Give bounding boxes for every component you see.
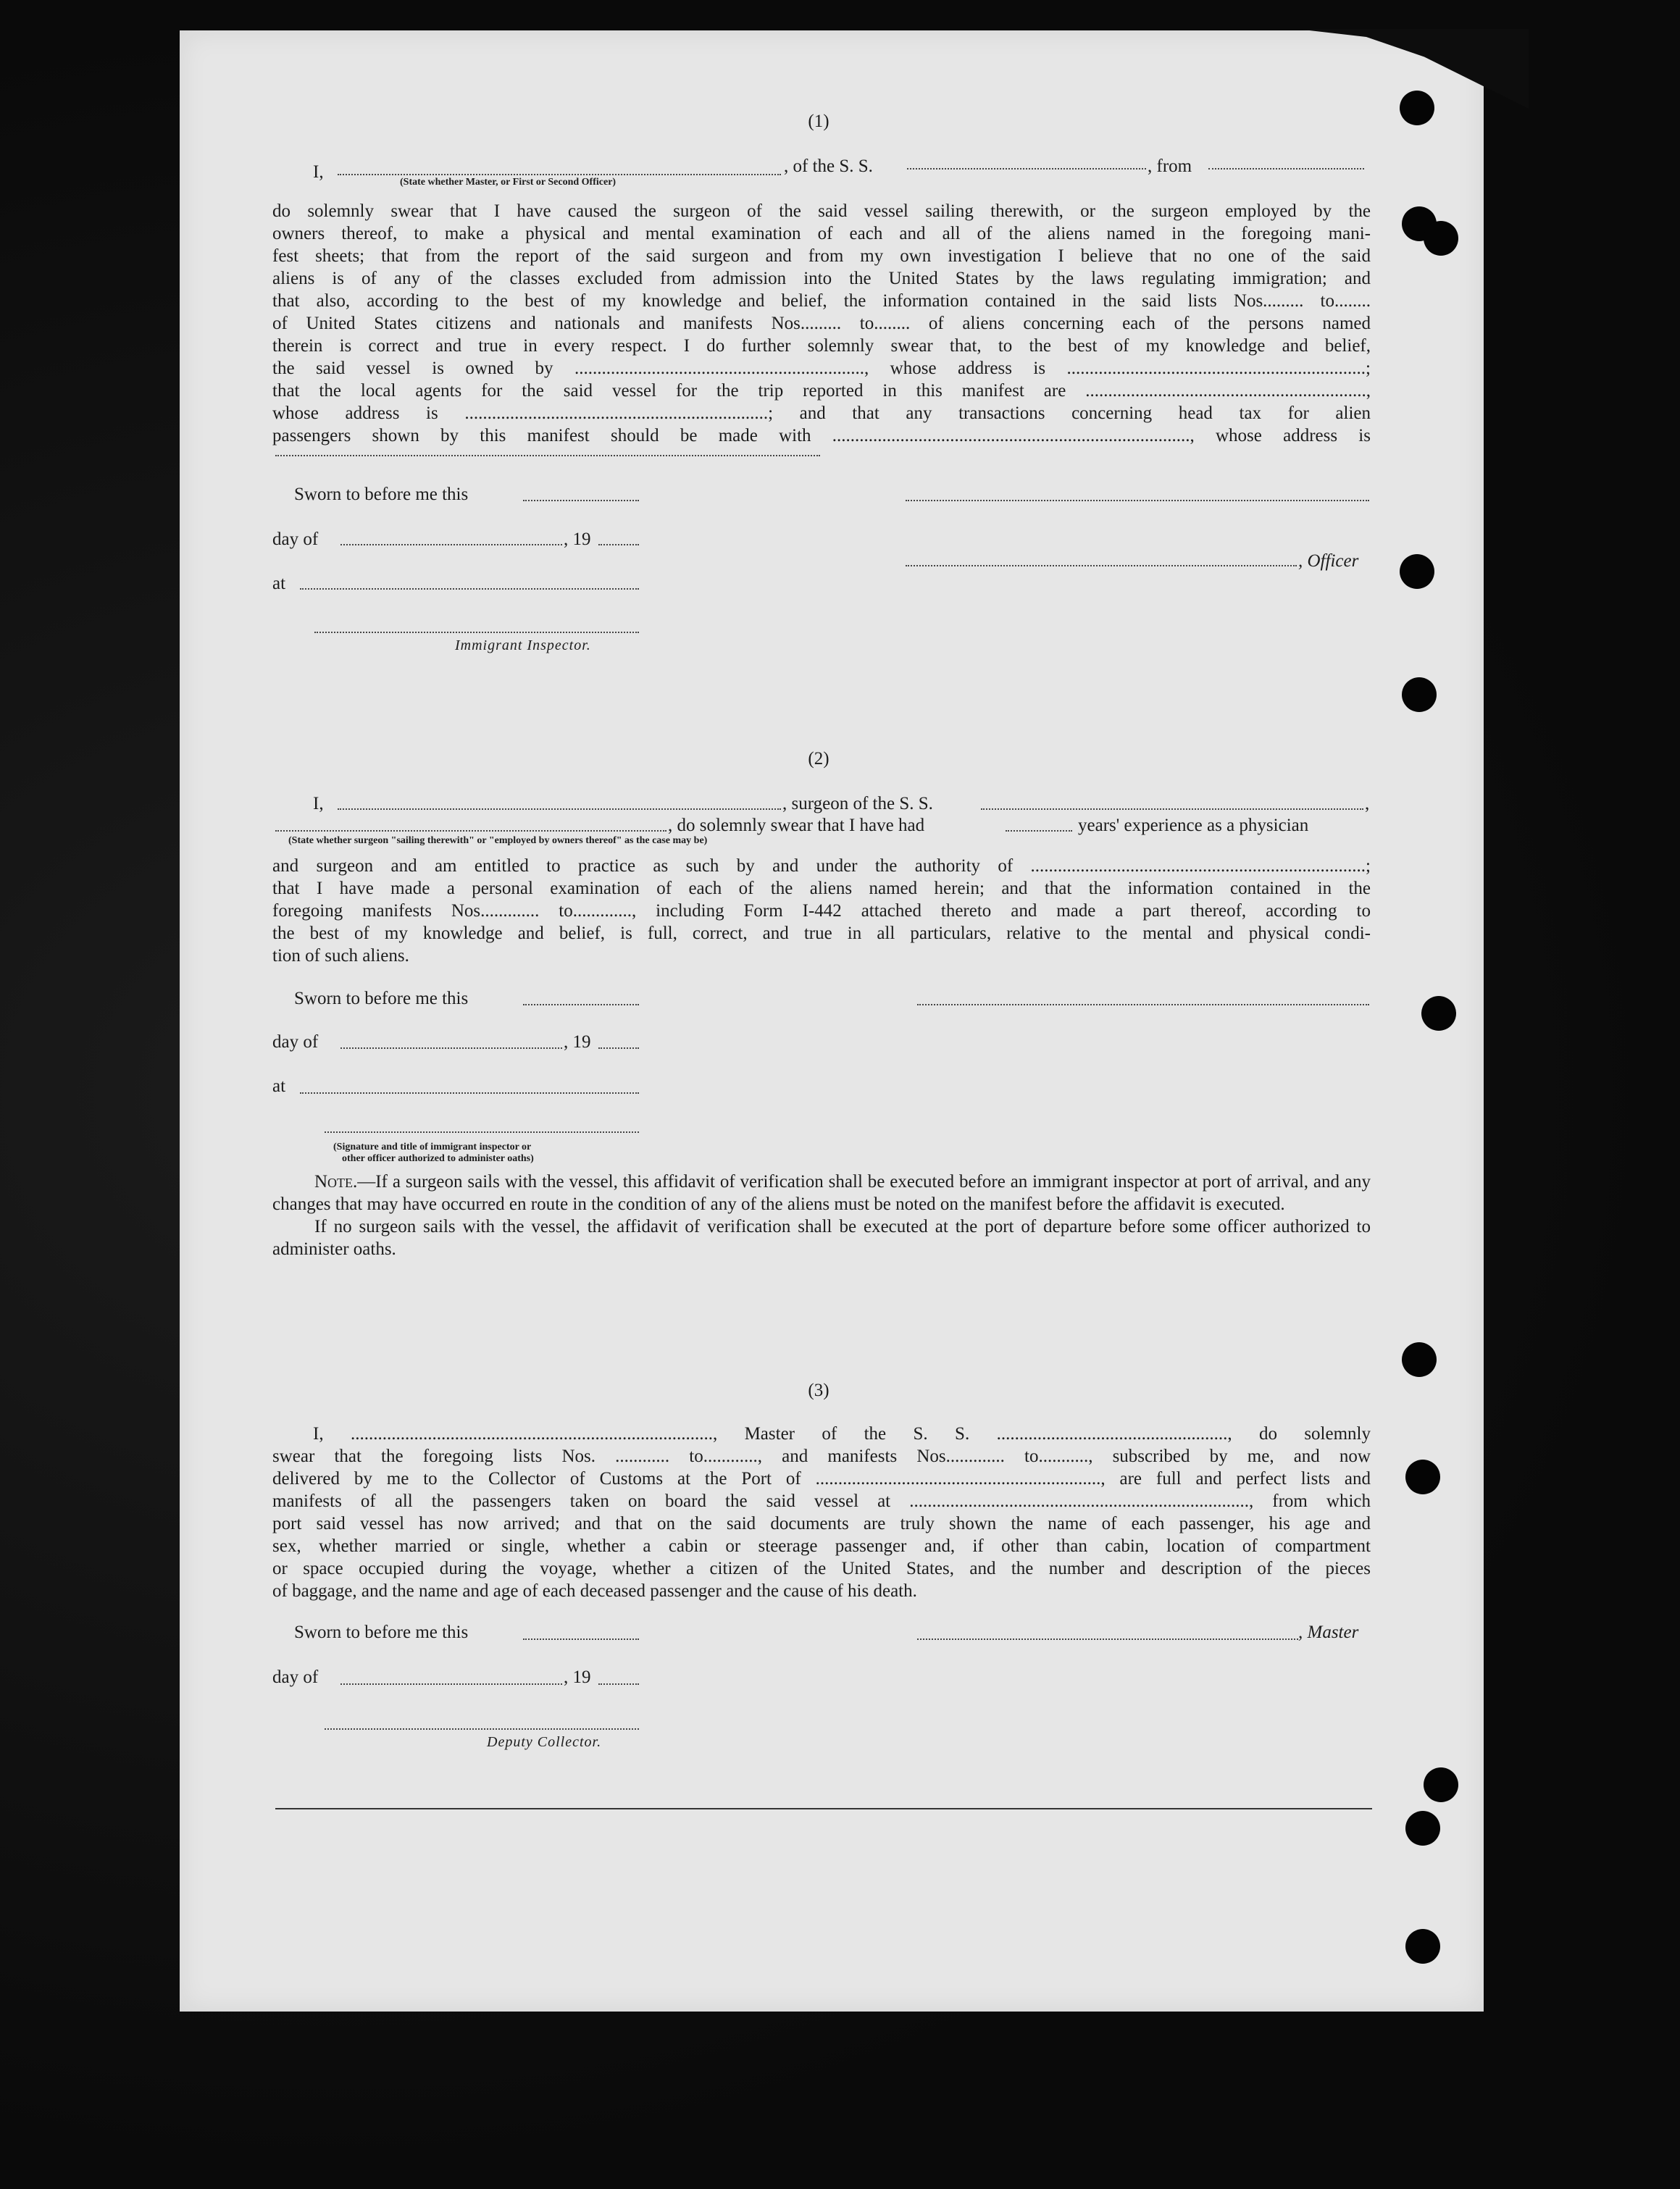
signature-caption: (Signature and title of immigrant inspector or [333,1142,532,1152]
punch-hole-icon [1400,91,1434,125]
body-line: that the local agents for the said vessel for the trip reported in this manifest are .............................................................., [272,381,1371,401]
body-line: fest sheets; that from the report of the said surgeon and from my own investigation I believe that no one of the said [272,246,1371,266]
collector-signature-field[interactable] [325,1728,639,1730]
section-2-body [272,855,1371,967]
punch-hole-icon [1402,1342,1437,1377]
body-line: the said vessel is owned by ................................................................, whose address is ..................................................................; [272,359,1371,378]
officer-title-caption: (State whether Master, or First or Second Officer) [400,177,617,188]
deputy-collector-caption: Deputy Collector. [487,1734,602,1750]
body-line: and surgeon and am entitled to practice as such by and under the authority of ..........................................................................; [272,856,1371,876]
immigrant-inspector-caption: Immigrant Inspector. [455,637,591,653]
agent-address-field[interactable] [275,455,820,456]
body-line: of baggage, and the name and age of each deceased passenger and the cause of his death. [272,1581,917,1601]
year-label: , 19 [564,530,591,549]
section-2-surgeon-label: , surgeon of the S. S. [782,794,933,813]
bleed-through-mark [225,666,232,700]
punch-hole-icon [1400,554,1434,589]
surgeon-type-caption: (State whether surgeon "sailing therewith" or "employed by owners thereof" as the case may be) [288,835,708,846]
year-field[interactable] [598,1047,639,1049]
section-2-experience-label: years' experience as a physician [1078,816,1309,835]
section-1-from-label: , from [1148,156,1192,176]
inspector-signature-field[interactable] [314,632,639,633]
year-field[interactable] [598,1683,639,1685]
body-line: owners thereof, to make a physical and mental examination of each and all of the aliens named in the foregoing mani- [272,224,1371,243]
at-label: at [272,1076,286,1096]
surgeon-signature-field[interactable] [917,1004,1369,1005]
note-heading: Note. [314,1172,358,1192]
punch-hole-icon [1402,677,1437,712]
day-of-field[interactable] [340,544,562,545]
punch-hole-icon [1424,221,1458,256]
official-signature-field[interactable] [325,1131,639,1133]
punch-hole-icon [1424,1767,1458,1802]
sworn-label: Sworn to before me this [294,989,469,1008]
punch-hole-icon [1405,1929,1440,1964]
at-label: at [272,574,286,593]
officer-title-line[interactable] [906,565,1297,566]
body-line: sex, whether married or single, whether a cabin or steerage passenger and, if other than cabin, location of compartment [272,1536,1371,1556]
officer-caption: , Officer [1298,551,1359,571]
body-line: port said vessel has now arrived; and that on the said documents are truly shown the name of each passenger, his age and [272,1514,1371,1533]
at-field[interactable] [300,588,639,590]
body-line: foregoing manifests Nos............. to............., including Form I-442 attached thereto and made a part thereof, according to [272,901,1371,921]
section-1-i-label: I, [313,162,324,182]
body-line: passengers shown by this manifest should be made with ..............................................................................., whose address is [272,426,1371,445]
note-text: —If a surgeon sails with the vessel, this affidavit of verification shall be executed before an immigrant inspector at port of arrival, and any changes that may have occurred en route in the condition of any of the aliens must be noted on the manifest before the affidavit is executed. [272,1172,1371,1214]
signature-caption: other officer authorized to administer oaths) [342,1153,534,1164]
body-line: whose address is ...................................................................; and that any transactions concerning head tax for alien [272,403,1371,423]
body-line: that also, according to the best of my knowledge and belief, the information contained in the said lists Nos......... to........ [272,291,1371,311]
body-line: do solemnly swear that I have caused the surgeon of the said vessel sailing therewith, or the surgeon employed by the [272,201,1371,221]
section-3-number: (3) [808,1381,829,1400]
section-2-note [272,1171,1371,1260]
officer-title-field[interactable] [338,174,781,175]
note-paragraph [272,1171,1371,1215]
from-port-field[interactable] [1208,168,1364,169]
section-1-number: (1) [808,112,829,131]
section-3-body [272,1423,1371,1602]
sworn-date-field[interactable] [523,500,639,501]
punch-hole-icon [1421,996,1456,1031]
body-line: tion of such aliens. [272,946,409,966]
page-bottom-rule [275,1808,1372,1809]
day-of-label: day of [272,1032,319,1052]
section-1-body [272,200,1371,447]
body-line: swear that the foregoing lists Nos. ............ to............, and manifests Nos............. to..........., subscribed by me, and now [272,1447,1371,1466]
section-2-swear-label: , do solemnly swear that I have had [668,816,925,835]
section-2-i-label: I, [313,794,324,813]
sworn-label: Sworn to before me this [294,485,469,504]
body-line: or space occupied during the voyage, whether a citizen of the United States, and the number and description of the pieces [272,1559,1371,1578]
officer-signature-field[interactable] [906,500,1369,501]
comma-glyph: , [1365,794,1370,813]
year-label: , 19 [564,1667,591,1687]
body-line: aliens is of any of the classes excluded from admission into the United States by the laws regulating immigration; and [272,269,1371,288]
body-line: I, ................................................................................, Master of the S. S. ..................................................., do solemnly [313,1424,1371,1444]
vessel-name-field[interactable] [907,168,1146,169]
sworn-date-field[interactable] [523,1004,639,1005]
section-1-ss-label: , of the S. S. [784,156,873,176]
punch-hole-icon [1405,1811,1440,1846]
day-of-field[interactable] [340,1047,562,1049]
punch-hole-icon [1405,1460,1440,1494]
body-line: the best of my knowledge and belief, is full, correct, and true in all particulars, relative to the mental and physical condi- [272,924,1371,943]
surgeon-vessel-field[interactable] [981,808,1363,810]
body-line: delivered by me to the Collector of Customs at the Port of ..............................................................., are full and perfect lists and [272,1469,1371,1489]
master-signature-field[interactable] [917,1638,1298,1640]
day-of-label: day of [272,1667,319,1687]
sworn-label: Sworn to before me this [294,1623,469,1642]
note-paragraph: If no surgeon sails with the vessel, the affidavit of verification shall be executed at the port of departure before some officer authorized to administer oaths. [272,1217,1371,1259]
body-line: of United States citizens and nationals and manifests Nos......... to........ of aliens concerning each of the persons named [272,314,1371,333]
years-experience-field[interactable] [1006,830,1072,832]
at-field[interactable] [300,1092,639,1094]
year-label: , 19 [564,1032,591,1052]
master-caption: , Master [1298,1623,1359,1642]
surgeon-type-field[interactable] [275,830,666,832]
day-of-label: day of [272,530,319,549]
year-field[interactable] [598,544,639,545]
section-2-number: (2) [808,749,829,769]
day-of-field[interactable] [340,1683,562,1685]
surgeon-name-field[interactable] [338,808,781,810]
body-line: therein is correct and true in every respect. I do further solemnly swear that, to the best of my knowledge and belief, [272,336,1371,356]
body-line: manifests of all the passengers taken on board the said vessel at ..........................................................................., from which [272,1491,1371,1511]
sworn-date-field[interactable] [523,1638,639,1640]
body-line: that I have made a personal examination of each of the aliens named herein; and that the information contained in the [272,879,1371,898]
